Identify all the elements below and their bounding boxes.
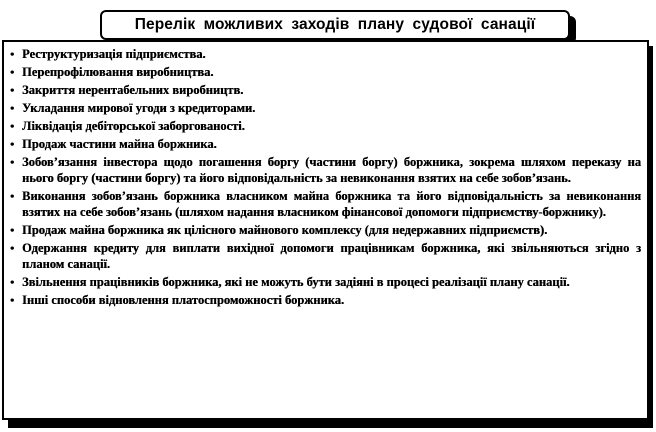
list-item [10, 274, 641, 290]
list-item [10, 292, 641, 308]
bullet-icon: • [10, 101, 15, 115]
list-item [10, 154, 641, 186]
list-item-text: Зобов’язання інвестора щодо погашення боргу (частини боргу) боржника, зокрема шляхом переказу на нього боргу (частини боргу) та його відповідальність за невиконання взятих на себе зобов’язань. [22, 155, 641, 185]
list-item [10, 46, 641, 62]
bullet-icon: • [10, 275, 15, 289]
list-item [10, 188, 641, 220]
list-item-text: Звільнення працівників боржника, які не можуть бути задіяні в процесі реалізації плану санації. [22, 275, 570, 289]
list-item-text: Інші способи відновлення платоспроможності боржника. [22, 293, 345, 307]
bullet-icon: • [10, 119, 15, 133]
bullet-icon: • [10, 137, 15, 151]
list-item-text: Ліквідація дебіторської заборгованості. [22, 119, 245, 133]
title-box [100, 10, 570, 40]
bullet-icon: • [10, 65, 15, 79]
bullet-icon: • [10, 47, 15, 61]
bullet-icon: • [10, 155, 15, 169]
list-item-text: Продаж майна боржника як цілісного майнового комплексу (для недержавних підприємств). [22, 223, 548, 237]
page-title: Перелік можливих заходів плану судової санації [134, 16, 536, 33]
list-item [10, 64, 641, 80]
list-item [10, 136, 641, 152]
measures-list [4, 42, 647, 308]
list-item-text: Виконання зобов’язань боржника власником майна боржника та його відповідальність за невиконання взятих на себе зобов’язань (шляхом надання власником фінансової допомоги підприємству-боржнику). [22, 189, 641, 219]
bullet-icon: • [10, 293, 15, 307]
list-item [10, 118, 641, 134]
list-item-text: Перепрофілювання виробництва. [22, 65, 214, 79]
bullet-icon: • [10, 241, 15, 255]
list-item-text: Продаж частини майна боржника. [22, 137, 217, 151]
bullet-icon: • [10, 223, 15, 237]
list-item-text: Закриття нерентабельних виробництв. [22, 83, 244, 97]
bullet-icon: • [10, 83, 15, 97]
list-item [10, 222, 641, 238]
list-item-text: Укладання мирової угоди з кредиторами. [22, 101, 256, 115]
list-item [10, 82, 641, 98]
measures-list-box [2, 40, 649, 420]
list-item [10, 240, 641, 272]
list-item-text: Одержання кредиту для виплати вихідної допомоги працівникам боржника, які звільняються згідно з планом санації. [22, 241, 641, 271]
list-item-text: Реструктуризація підприємства. [22, 47, 206, 61]
list-item [10, 100, 641, 116]
bullet-icon: • [10, 189, 15, 203]
